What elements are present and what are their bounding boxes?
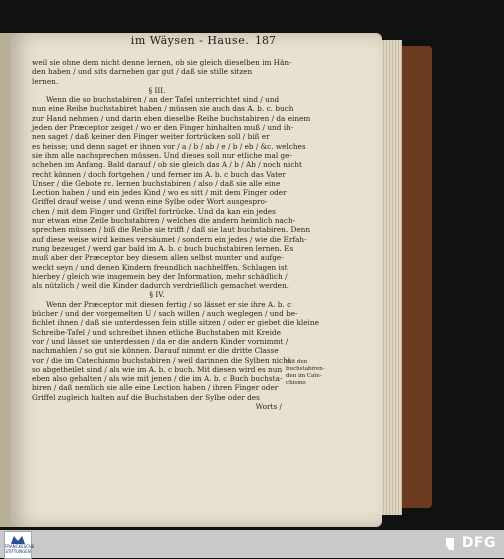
- text-line: rung bezeuget / werd gar bald im A. b. c buch buchstabiren lernen. Es: [32, 243, 294, 253]
- text-line: nachmahlen / so gut sie können. Darauf nimmt er die dritte Classe: [32, 346, 279, 356]
- library-label: FRANCKESCHE: [5, 544, 35, 549]
- text-line: Wenn die so buchstabiren / an der Tafel unterrichtet sind / und: [46, 95, 280, 105]
- text-line: nun eine Reihe buchstabiret haben / müssen sie auch das A. b. c. buch: [32, 104, 294, 114]
- text-line: hierbey / gleich wie insgemein bey der Information, mehr schädlich /: [32, 271, 288, 281]
- text-line: vor / die im Catechismo buchstabiren / weil darinnen die Sylben nicht: [32, 355, 291, 365]
- text-line: schehen im Anfang. Bald darauf / ob sie gleich das A / b / Ab / noch nicht: [32, 160, 302, 170]
- text-line: lernen.: [32, 76, 59, 86]
- text-line: so abgetheilet sind / als wie im A. b. c buch. Mit diesen wird es nun: [32, 364, 283, 374]
- library-logo[interactable]: [4, 531, 35, 559]
- text-line: fichlet ihnen / daß sie unterdessen fein stille sitzen / oder er giebet die kleine: [32, 318, 319, 328]
- page-number: 187: [255, 34, 276, 47]
- funder-logo[interactable]: DFG: [461, 535, 496, 551]
- text-line: sprechen müssen / biß die Reihe sie trifft / daß sie laut buchstabiren. Denn: [32, 225, 311, 235]
- text-line: weil sie ohne dem nicht denne lernen, ob sie gleich dieselben im Hän-: [32, 58, 292, 67]
- text-line: nen saget / daß keiner den Finger weiter fortrücken soll / biß er: [32, 132, 270, 142]
- text-line: nur etwan eine Zeile buchstabiren / welches die andern heimlich nach-: [32, 216, 296, 226]
- margin-note: [286, 359, 326, 387]
- margin-note-line: buchstabiren-: [286, 366, 325, 372]
- text-line: sie ihm alle nachsprechen müssen. Und dieses soll nur etliche mal ge-: [32, 150, 292, 160]
- text-line: eben also gehalten / als wie mit jenen / die im A. b. c Buch buchsta-: [32, 374, 283, 384]
- margin-note-line: chismo: [286, 380, 306, 386]
- text-line: den haben / und sits darneben gar gut / daß sie stille sitzen: [32, 67, 253, 77]
- text-line: es heisse; und denn saget er ihnen vor / a / b / ab / e / b / eb / &c. welches: [32, 141, 306, 151]
- text-line: zur Hand nehmen / und darin eben dieselbe Reihe buchstabiren / da einem: [32, 113, 311, 123]
- text-line: biren / daß nemlich sie alle eine Lection haben / ihren Finger oder: [32, 383, 279, 393]
- library-label: STIFTUNGEN: [5, 548, 31, 554]
- text-line: Schreibe-Tafel / und schreibet ihnen etliche Buchstaben mit Kreide: [32, 327, 281, 337]
- text-line: auf diese weise wird keines versäumet / sondern ein jedes / wie die Erfah-: [32, 234, 307, 244]
- text-line: chen / mit dem Finger und Griffel fortrücke. Und da kan ein jedes: [32, 206, 276, 216]
- margin-note-line: den im Cate-: [286, 373, 322, 379]
- running-head: im Wäysen - Hause.: [130, 34, 250, 47]
- text-line: recht können / doch fortgehen / und ferner im A. b. c buch das Vater: [32, 169, 286, 179]
- text-line: Griffel zugleich halten auf die Buchstaben der Sylbe oder des: [32, 392, 260, 402]
- text-line: weckt seyn / und denen Kindern freundlich nachhelffen. Schlagen ist: [32, 262, 288, 272]
- section-heading: § IV.: [149, 290, 165, 300]
- section-heading: § III.: [148, 85, 166, 95]
- library-logo-icon: [11, 534, 25, 544]
- text-line: Unser / die Gebote rc. lernen buchstabiren / also / daß sie alle eine: [32, 178, 281, 188]
- text-line: jeden der Præceptor zeiget / wo er den Finger hinhalten muß / und ih-: [32, 123, 294, 133]
- text-line: bücher / und der vorgemelten U / sach willen / auch weglegen / und be-: [32, 309, 298, 319]
- text-line: vor / und lässet sie unterdessen / da er die andern Kinder vornimmt /: [32, 336, 289, 346]
- viewer-footer: [0, 530, 504, 558]
- text-line: Worts /: [255, 401, 282, 411]
- text-line: Griffel drauf weise / und wenn eine Sylbe oder Wort ausgespro-: [32, 197, 268, 207]
- text-line: muß aber der Præceptor bey diesem allen selbst munter und aufge-: [32, 253, 284, 263]
- text-line: Wenn der Præceptor mit diesen fertig / so lässet er sie ihre A. b. c: [46, 299, 292, 309]
- margin-note-line: mit den: [286, 359, 308, 365]
- text-line: Lection haben / und ein jedes Kind / wo es sitt / mit dem Finger oder: [32, 188, 287, 198]
- text-line: als nützlich / weil die Kinder dadurch verdrießlich gemachet werden.: [32, 281, 289, 291]
